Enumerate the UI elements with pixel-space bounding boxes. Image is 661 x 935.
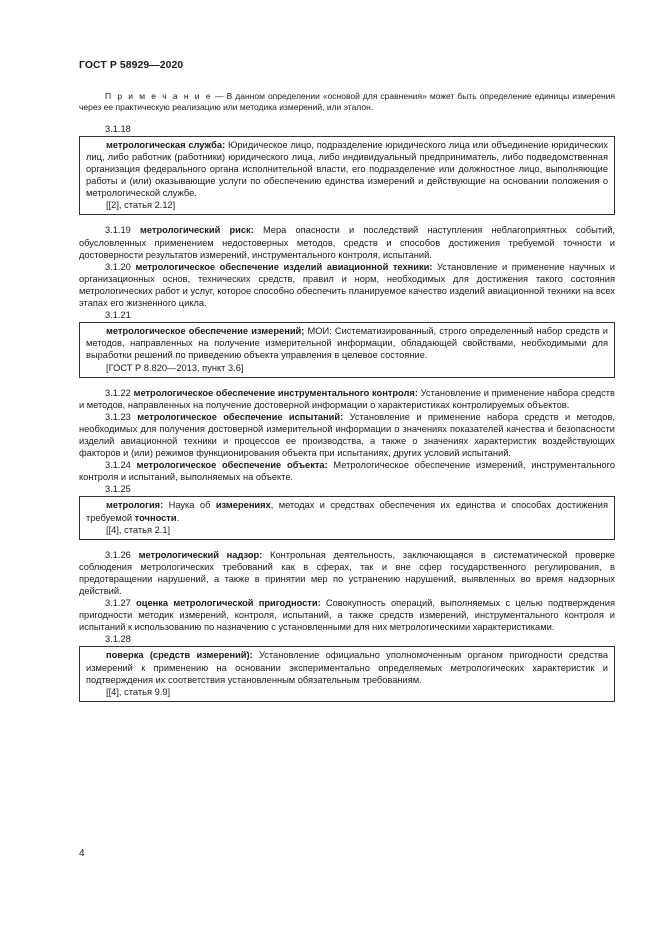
entry-source: [ГОСТ Р 8.820—2013, пункт 3.6] (106, 362, 244, 373)
entry-text: , методах и средствах обеспечения их единства и способах достижения требуемой (86, 500, 608, 523)
entry-paragraph (79, 549, 615, 597)
note-label: П р и м е ч а н и е (105, 91, 213, 101)
entry-term: поверка (средств измерений): (106, 650, 253, 661)
entry-paragraph (79, 387, 615, 411)
entry-term: метрология: (106, 500, 164, 511)
entry-number: 3.1.20 (105, 261, 131, 272)
entry-source: [[4], статья 9.9] (106, 686, 171, 697)
entry-text: Контрольная деятельность, заключающаяся в систематической проверке соблюдения метрологических требований как в сферах, так и вне сфер государственного регулирования, в предотвращении нарушений, а также в принятии мер по устранению нарушений, выявленных во время надзорных действий. (79, 549, 615, 596)
entry-paragraph (79, 224, 615, 260)
entry-text: . (176, 512, 180, 523)
page-number: 4 (79, 848, 85, 859)
entry-source: [[2], статья 2.12] (106, 200, 176, 211)
entry-definition (86, 649, 608, 685)
entry-term: метрологический риск: (140, 225, 254, 236)
entry-number: 3.1.24 (105, 460, 131, 471)
entry-bold-word: точности (134, 512, 177, 523)
entry-number: 3.1.22 (105, 387, 131, 398)
entry-text: Установление и применение набора средств и методов, необходимых для получения достоверной измерительной информации о значениях показателей качества и безопасности изделий авиационной техники и процессов ее производства, а также о значениях характеристик воздействующих факторов и (или) режимов функционирования объекта при испытаниях, других условий испытаний. (79, 411, 616, 459)
entry-term: метрологический надзор: (138, 549, 263, 560)
entry-text: Установление официально уполномоченным органом пригодности средства измерений к применению на основании экспериментально определяемых метрологических характеристик и подтверждения их соответствия установленным обязательным требованиям. (86, 650, 608, 685)
quoted-definition-box (79, 496, 615, 539)
entry-term: метрологическое обеспечение инструментального контроля: (133, 387, 418, 398)
entry-text: Совокупность операций, выполняемых с целью подтверждения пригодности методик измерений, контроля, испытаний, а также средств измерений, инструментального контроля и испытаний к использованию по назначению с установленными для них метрологическими характеристиками. (79, 598, 615, 633)
entry-definition (86, 139, 608, 199)
entry-text: Метрологическое обеспечение измерений, инструментального контроля и испытаний, выполняемых на объекте. (79, 460, 615, 483)
entry-text: Установление и применение набора средств и методов, направленных на получение достоверной информации о характеристиках контролируемых объектов. (79, 387, 616, 410)
entry-text: Установление и применение научных и организационных основ, технических средств, правил и норм, необходимых для достижения такого состояния метрологических работ и услуг, которое способно обеспечить планируемое качество изделий авиационной техники на всех этапах его жизненного цикла. (79, 261, 615, 309)
entry-definition (86, 499, 608, 523)
entry-paragraph (79, 597, 615, 633)
entry-paragraph (79, 411, 615, 459)
entry-source: [[4], статья 2.1] (106, 524, 171, 535)
entry-term: метрологическое обеспечение изделий авиационной техники: (135, 261, 433, 272)
note-paragraph (79, 91, 615, 114)
note-text: — В данном определении «основой для сравнения» может быть определение единицы измерения через ее практическую реализацию или методика измерений, или эталон. (79, 91, 615, 113)
entry-term: метрологическое обеспечение испытаний: (137, 411, 344, 422)
entry-paragraph (79, 261, 615, 309)
entry-text: Юридическое лицо, подразделение юридического лица или объединение юридических лиц, либо работник (работники) юридического лица, либо индивидуальный предприниматель, либо подведомственная организация федерального органа исполнительной власти, его подразделение или должностное лицо, выполняющие работы и (или) оказывающие услуги по обеспечению единства измерений и действующие на основании положения о метрологической службе. (86, 139, 608, 199)
entry-text: Мера опасности и последствий наступления неблагоприятных событий, обусловленных применением недостоверных методов, средств и способов достижения требуемой точности и достоверности результатов измерений, инструментального контроля, испытаний. (79, 225, 615, 260)
entry-term: метрологическое обеспечение измерений; (106, 326, 305, 337)
quoted-definition-box (79, 136, 615, 216)
entry-number: 3.1.28 (105, 634, 131, 645)
document-body (79, 91, 615, 702)
entry-term: метрологическое обеспечение объекта: (136, 460, 328, 471)
document-header: ГОСТ Р 58929—2020 (79, 60, 184, 71)
quoted-definition-box (79, 646, 615, 701)
entry-number: 3.1.26 (105, 549, 131, 560)
entry-number: 3.1.18 (105, 123, 131, 134)
entry-bold-word: измерениях (215, 500, 271, 511)
entry-number: 3.1.19 (105, 225, 131, 236)
entry-number: 3.1.21 (105, 310, 131, 321)
entry-text: Наука об (163, 500, 216, 511)
entry-text: МОИ: Систематизированный, строго определенный набор средств и методов, направленных на получение измерительной информации, обладающей свойствами, необходимыми для выработки решений по приведению объекта управления в целевое состояние. (86, 326, 608, 361)
entry-number: 3.1.23 (105, 411, 131, 422)
entry-number: 3.1.25 (105, 484, 131, 495)
entry-paragraph (79, 459, 615, 483)
entry-number: 3.1.27 (105, 598, 131, 609)
entry-term: метрологическая служба: (106, 139, 226, 150)
entry-term: оценка метрологической пригодности: (136, 598, 321, 609)
quoted-definition-box (79, 322, 615, 377)
entry-definition (86, 325, 608, 361)
